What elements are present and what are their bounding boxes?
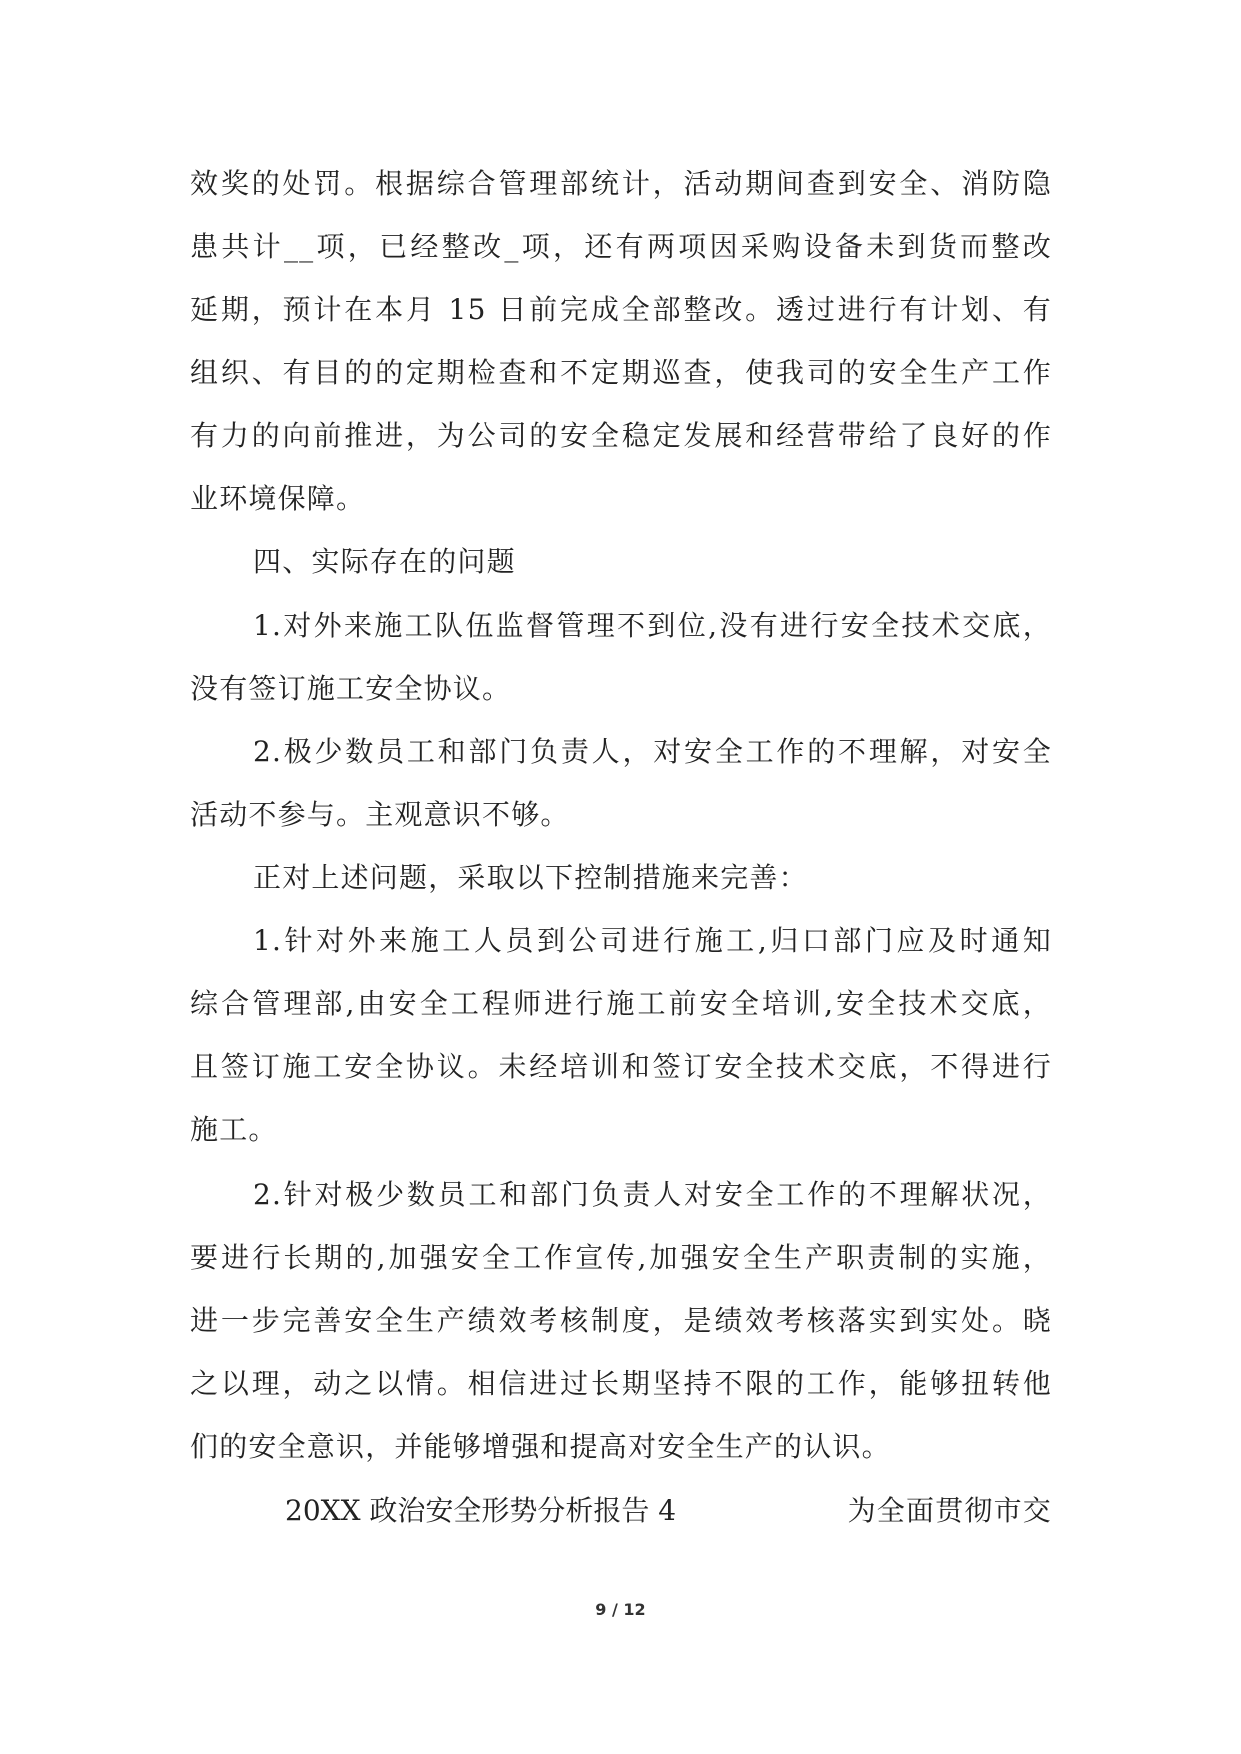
text-line: 之以理，动之以情。相信进过长期坚持不限的工作，能够扭转他: [190, 1367, 1052, 1400]
page-number: 9 / 12: [595, 1600, 646, 1619]
text-line: 效奖的处罚。根据综合管理部统计，活动期间查到安全、消防隐: [190, 167, 1052, 200]
text-line: 有力的向前推进，为公司的安全稳定发展和经营带给了良好的作: [190, 419, 1052, 452]
text-line: 2.针对极少数员工和部门负责人对安全工作的不理解状况，: [253, 1178, 1052, 1211]
text-line: 组织、有目的的定期检查和不定期巡查，使我司的安全生产工作: [190, 356, 1052, 389]
report-section-continuation: 为全面贯彻市交: [847, 1494, 1052, 1527]
text-line: 没有签订施工安全协议。: [190, 672, 512, 705]
text-line: 正对上述问题，采取以下控制措施来完善：: [253, 861, 808, 894]
text-line: 活动不参与。主观意识不够。: [190, 798, 570, 831]
section-heading-problems: 四、实际存在的问题: [253, 545, 516, 578]
text-line: 1.对外来施工队伍监督管理不到位,没有进行安全技术交底，: [253, 609, 1052, 642]
report-section-heading: 20XX 政治安全形势分析报告 4: [285, 1494, 677, 1527]
text-line: 们的安全意识，并能够增强和提高对安全生产的认识。: [190, 1430, 891, 1463]
text-line: 业环境保障。: [190, 482, 366, 515]
text-line: 要进行长期的,加强安全工作宣传,加强安全生产职责制的实施，: [190, 1241, 1052, 1274]
text-line: 进一步完善安全生产绩效考核制度，是绩效考核落实到实处。晓: [190, 1304, 1052, 1337]
text-line: 施工。: [190, 1113, 278, 1146]
text-line: 且签订施工安全协议。未经培训和签订安全技术交底，不得进行: [190, 1050, 1052, 1083]
text-line: 患共计__项，已经整改_项，还有两项因采购设备未到货而整改: [190, 230, 1052, 263]
text-line: 延期，预计在本月 15 日前完成全部整改。透过进行有计划、有: [190, 293, 1052, 326]
text-line: 综合管理部,由安全工程师进行施工前安全培训,安全技术交底，: [190, 987, 1052, 1020]
text-line: 2.极少数员工和部门负责人，对安全工作的不理解，对安全: [253, 735, 1052, 768]
text-line: 1.针对外来施工人员到公司进行施工,归口部门应及时通知: [253, 924, 1052, 957]
